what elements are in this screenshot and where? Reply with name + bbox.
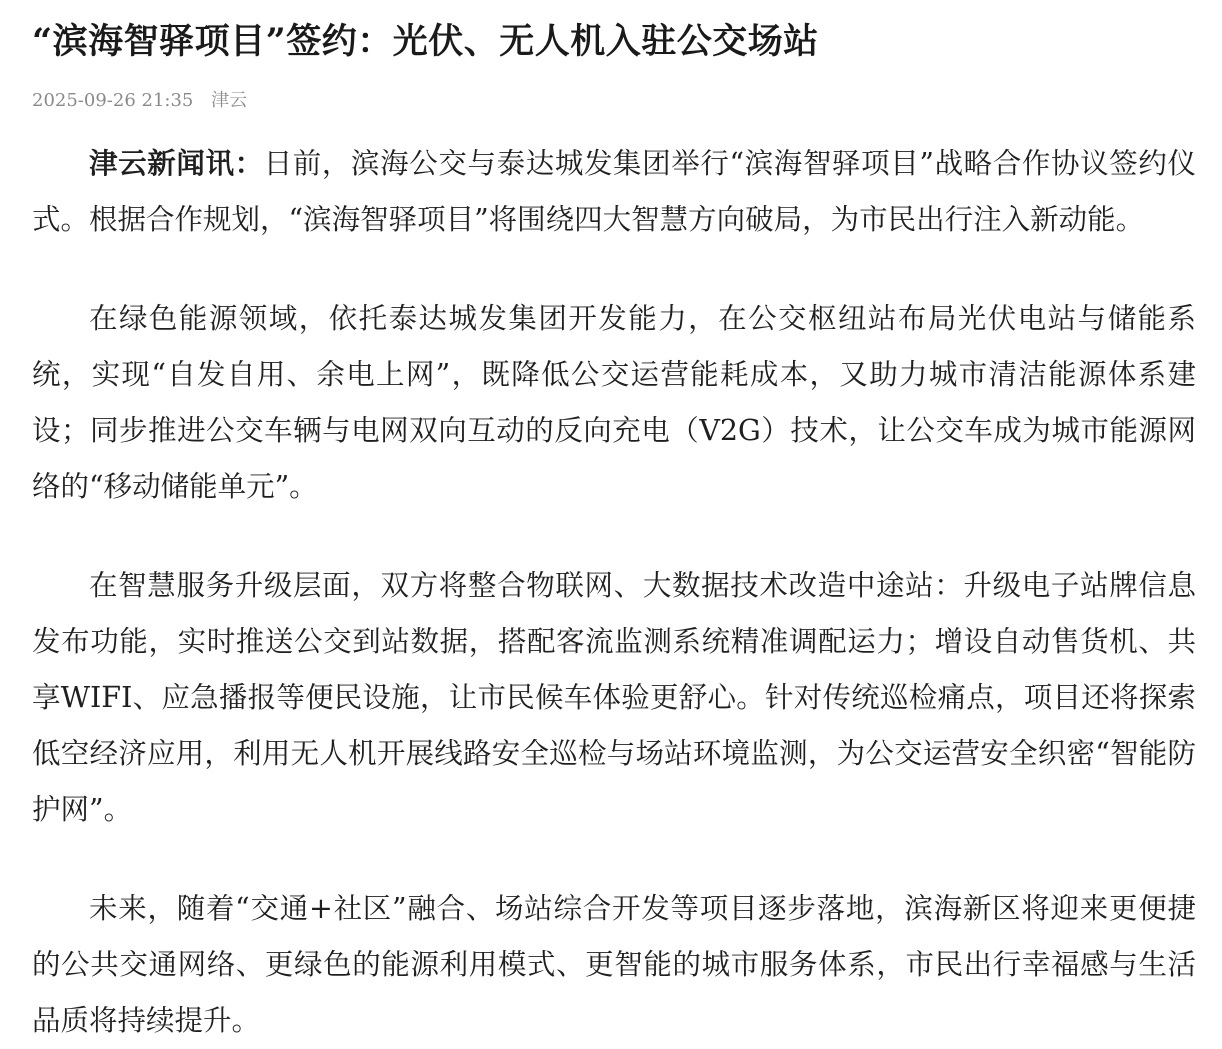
article-title: “滨海智驿项目”签约：光伏、无人机入驻公交场站 [32, 21, 819, 62]
publish-date: 2025-09-26 21:35 [32, 90, 194, 111]
article-meta [32, 89, 1196, 113]
article-source: 津云 [211, 90, 248, 111]
article-paragraph-1 [32, 135, 1196, 248]
article-body [32, 135, 1196, 1049]
article-paragraph-3: 在智慧服务升级层面，双方将整合物联网、大数据技术改造中途站：升级电子站牌信息发布功能，实时推送公交到站数据，搭配客流监测系统精准调配运力；增设自动售货机、共享WIFI、应急播报等便民设施，让市民候车体验更舒心。针对传统巡检痛点，项目还将探索低空经济应用，利用无人机开展线路安全巡检与场站环境监测，为公交运营安全织密“智能防护网”。 [32, 569, 1196, 826]
news-lead: 津云新闻讯： [89, 146, 264, 180]
paragraph-text: 日前，滨海公交与泰达城发集团举行“滨海智驿项目”战略合作协议签约仪式。根据合作规划，“滨海智驿项目”将围绕四大智慧方向破局，为市民出行注入新动能。 [32, 147, 1196, 236]
article-paragraph-2: 在绿色能源领域，依托泰达城发集团开发能力，在公交枢纽站布局光伏电站与储能系统，实现“自发自用、余电上网”，既降低公交运营能耗成本，又助力城市清洁能源体系建设；同步推进公交车辆与电网双向互动的反向充电（V2G）技术，让公交车成为城市能源网络的“移动储能单元”。 [32, 302, 1196, 503]
article-paragraph-4: 未来，随着“交通+社区”融合、场站综合开发等项目逐步落地，滨海新区将迎来更便捷的公共交通网络、更绿色的能源利用模式、更智能的城市服务体系，市民出行幸福感与生活品质将持续提升。 [32, 892, 1196, 1037]
